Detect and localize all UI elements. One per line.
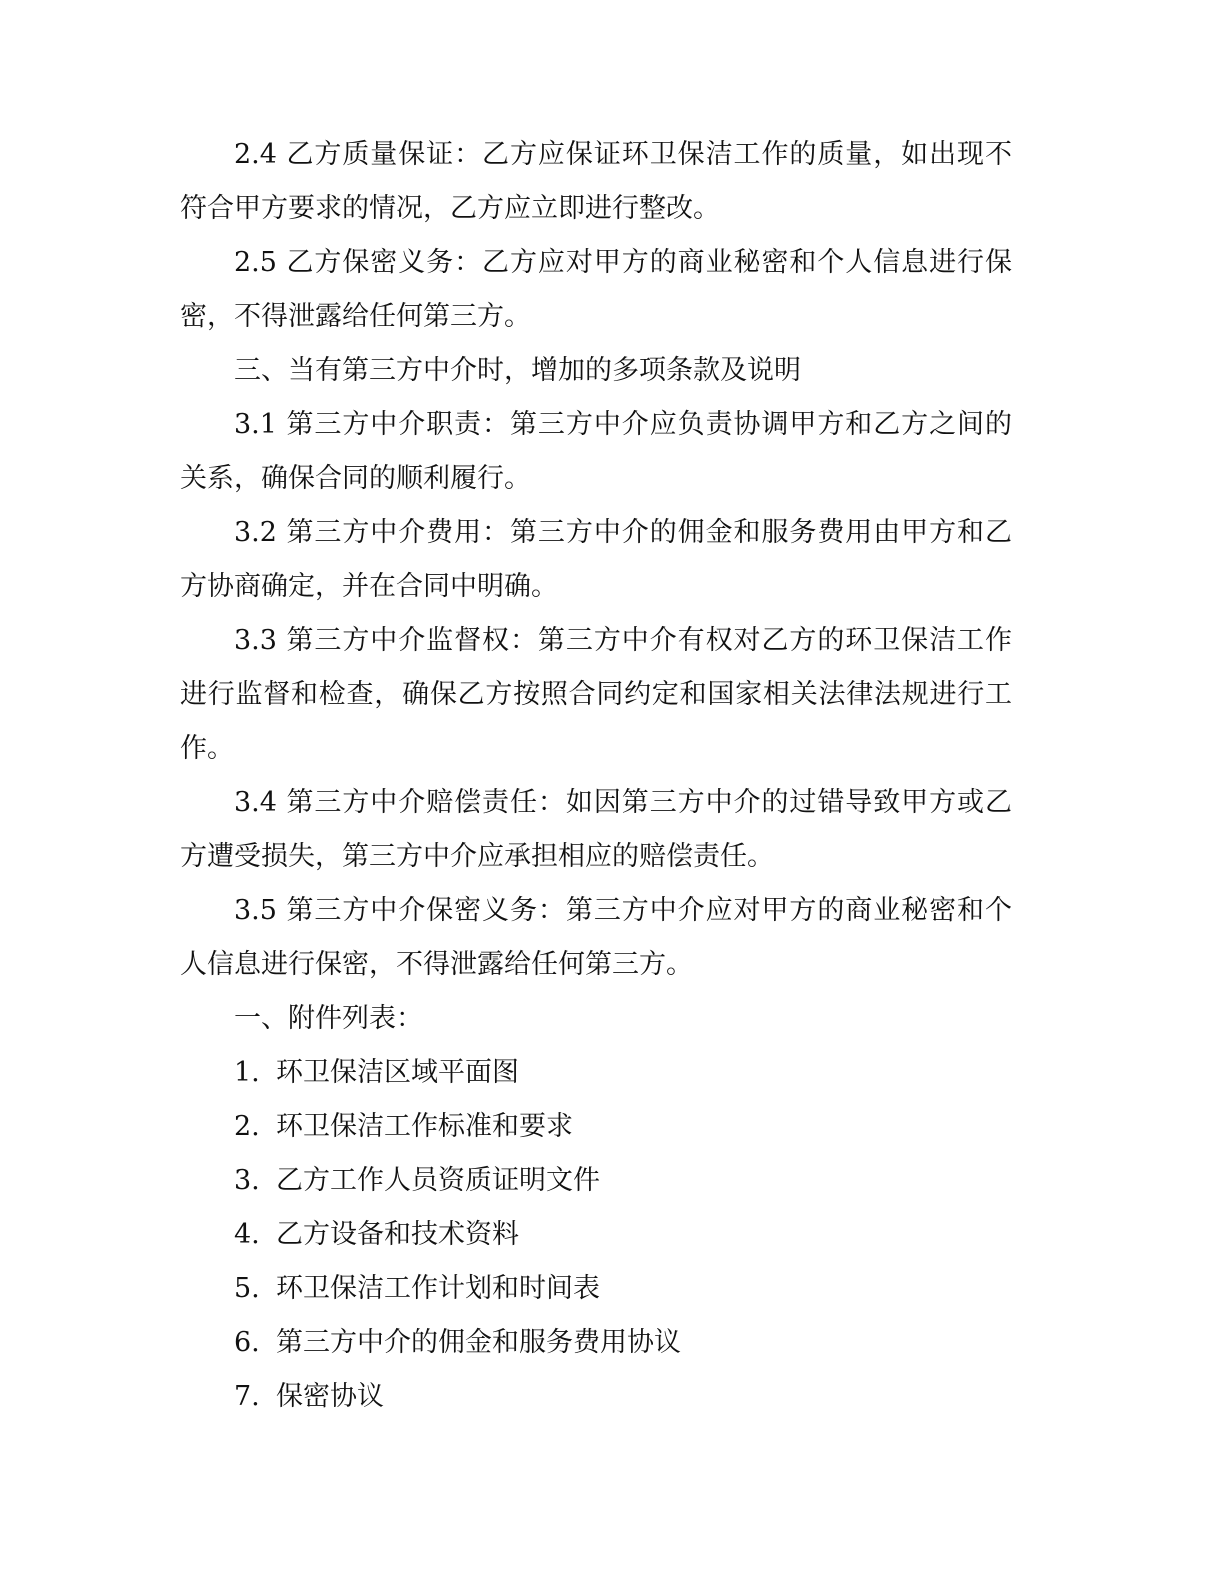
document-body <box>180 128 1012 1424</box>
section-three-heading: 三、当有第三方中介时，增加的多项条款及说明 <box>234 355 801 386</box>
clause-3-5: 3.5 第三方中介保密义务：第三方中介应对甲方的商业秘密和个人信息进行保密，不得泄露给任何第三方。 <box>180 895 1012 980</box>
list-item <box>180 1370 1012 1424</box>
list-item-number: 2. <box>234 1111 260 1142</box>
list-item-number: 7. <box>234 1381 260 1412</box>
list-item <box>180 1046 1012 1100</box>
list-item-number: 5. <box>234 1273 260 1304</box>
list-item <box>180 1100 1012 1154</box>
list-item-text: 环卫保洁工作计划和时间表 <box>276 1273 600 1304</box>
list-item-text: 环卫保洁工作标准和要求 <box>276 1111 573 1142</box>
list-item <box>180 1208 1012 1262</box>
clause-3-2: 3.2 第三方中介费用：第三方中介的佣金和服务费用由甲方和乙方协商确定，并在合同中明确。 <box>180 517 1012 602</box>
list-item-number: 1. <box>234 1057 260 1088</box>
list-item-number: 6. <box>234 1327 260 1358</box>
list-item-text: 乙方工作人员资质证明文件 <box>276 1165 600 1196</box>
clause-3-3: 3.3 第三方中介监督权：第三方中介有权对乙方的环卫保洁工作进行监督和检查，确保乙方按照合同约定和国家相关法律法规进行工作。 <box>180 625 1012 764</box>
list-item-text: 保密协议 <box>276 1381 384 1412</box>
clause-3-1: 3.1 第三方中介职责：第三方中介应负责协调甲方和乙方之间的关系，确保合同的顺利履行。 <box>180 409 1012 494</box>
list-item-text: 乙方设备和技术资料 <box>276 1219 519 1250</box>
list-item <box>180 1154 1012 1208</box>
list-item <box>180 1262 1012 1316</box>
list-item-text: 环卫保洁区域平面图 <box>276 1057 519 1088</box>
list-item <box>180 1316 1012 1370</box>
clause-2-4: 2.4 乙方质量保证：乙方应保证环卫保洁工作的质量，如出现不符合甲方要求的情况，乙方应立即进行整改。 <box>180 139 1012 224</box>
list-item-number: 4. <box>234 1219 260 1250</box>
attachments-heading: 一、附件列表： <box>234 1003 423 1034</box>
list-item-text: 第三方中介的佣金和服务费用协议 <box>276 1327 681 1358</box>
attachments-list <box>180 1046 1012 1424</box>
clause-2-5: 2.5 乙方保密义务：乙方应对甲方的商业秘密和个人信息进行保密，不得泄露给任何第三方。 <box>180 247 1012 332</box>
list-item-number: 3. <box>234 1165 260 1196</box>
clause-3-4: 3.4 第三方中介赔偿责任：如因第三方中介的过错导致甲方或乙方遭受损失，第三方中介应承担相应的赔偿责任。 <box>180 787 1012 872</box>
